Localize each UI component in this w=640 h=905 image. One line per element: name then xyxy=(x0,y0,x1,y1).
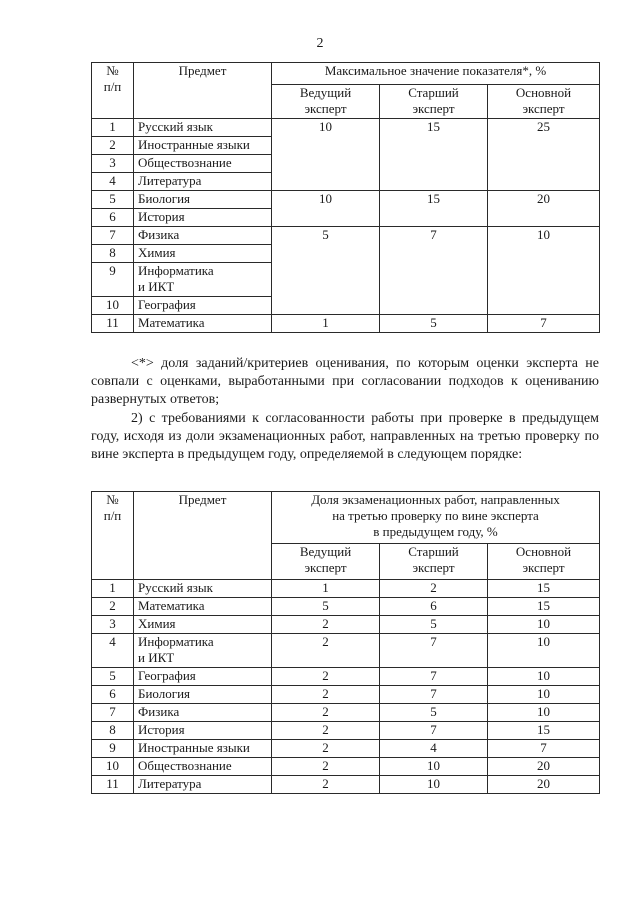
row-subject: Обществознание xyxy=(134,758,272,776)
value-lead: 10 xyxy=(272,191,380,227)
row-subject: Физика xyxy=(134,227,272,245)
value-lead: 2 xyxy=(272,686,380,704)
requirement-text: 2) с требованиями к согласованности работы при проверке в предыдущем году, исходя из доли экзаменационных работ, направленных на третью проверку по вине эксперта в предыдущем году, определяемой в следующем порядке: xyxy=(91,411,599,462)
row-subject: Биология xyxy=(134,191,272,209)
row-subject: Литература xyxy=(134,776,272,794)
row-num: 1 xyxy=(92,580,134,598)
value-main: 25 xyxy=(488,119,600,191)
row-num: 5 xyxy=(92,191,134,209)
value-senior: 4 xyxy=(380,740,488,758)
value-main: 10 xyxy=(488,616,600,634)
row-num: 6 xyxy=(92,209,134,227)
row-num: 2 xyxy=(92,137,134,155)
third-check-table xyxy=(91,491,600,794)
row-subject: Математика xyxy=(134,315,272,333)
row-num: 4 xyxy=(92,634,134,668)
value-lead: 2 xyxy=(272,776,380,794)
table-row xyxy=(92,722,600,740)
value-senior: 5 xyxy=(380,315,488,333)
table-row xyxy=(92,740,600,758)
row-subject: История xyxy=(134,209,272,227)
value-lead: 2 xyxy=(272,758,380,776)
value-senior: 10 xyxy=(380,758,488,776)
value-senior: 15 xyxy=(380,191,488,227)
table-row xyxy=(92,668,600,686)
page-number: 2 xyxy=(316,36,324,51)
row-num: 4 xyxy=(92,173,134,191)
row-num: 3 xyxy=(92,155,134,173)
col-header-subject: Предмет xyxy=(134,492,272,580)
row-subject: Обществознание xyxy=(134,155,272,173)
row-subject: Химия xyxy=(134,616,272,634)
value-senior: 7 xyxy=(380,668,488,686)
value-senior: 5 xyxy=(380,616,488,634)
row-num: 8 xyxy=(92,245,134,263)
col-header-main: Основной эксперт xyxy=(488,85,600,119)
table-row xyxy=(92,580,600,598)
row-subject: Русский язык xyxy=(134,119,272,137)
value-senior: 7 xyxy=(380,634,488,668)
col-header-num: № п/п xyxy=(92,63,134,119)
value-senior: 7 xyxy=(380,227,488,315)
col-header-subject: Предмет xyxy=(134,63,272,119)
value-lead: 5 xyxy=(272,598,380,616)
col-header-senior: Старший эксперт xyxy=(380,85,488,119)
row-num: 11 xyxy=(92,315,134,333)
value-main: 20 xyxy=(488,191,600,227)
value-lead: 2 xyxy=(272,634,380,668)
row-subject: Химия xyxy=(134,245,272,263)
row-subject: Информатика и ИКТ xyxy=(134,263,272,297)
value-senior: 6 xyxy=(380,598,488,616)
value-lead: 10 xyxy=(272,119,380,191)
value-senior: 2 xyxy=(380,580,488,598)
col-header-group: Максимальное значение показателя*, % xyxy=(272,63,600,85)
value-main: 10 xyxy=(488,686,600,704)
row-num: 11 xyxy=(92,776,134,794)
value-main: 7 xyxy=(488,315,600,333)
max-indicator-table xyxy=(91,62,600,333)
row-subject: Иностранные языки xyxy=(134,740,272,758)
col-header-group: Доля экзаменационных работ, направленных на третью проверку по вине эксперта в предыдущем году, % xyxy=(272,492,600,544)
value-senior: 7 xyxy=(380,722,488,740)
table-row xyxy=(92,776,600,794)
value-senior: 10 xyxy=(380,776,488,794)
value-main: 7 xyxy=(488,740,600,758)
row-subject: Русский язык xyxy=(134,580,272,598)
row-num: 10 xyxy=(92,297,134,315)
row-subject: Иностранные языки xyxy=(134,137,272,155)
value-lead: 2 xyxy=(272,704,380,722)
row-subject: Физика xyxy=(134,704,272,722)
row-num: 7 xyxy=(92,704,134,722)
row-subject: Математика xyxy=(134,598,272,616)
col-header-senior: Старший эксперт xyxy=(380,544,488,580)
row-num: 7 xyxy=(92,227,134,245)
row-num: 1 xyxy=(92,119,134,137)
value-main: 20 xyxy=(488,776,600,794)
value-main: 10 xyxy=(488,227,600,315)
col-header-num: № п/п xyxy=(92,492,134,580)
value-main: 20 xyxy=(488,758,600,776)
row-subject: Биология xyxy=(134,686,272,704)
value-senior: 5 xyxy=(380,704,488,722)
value-lead: 2 xyxy=(272,616,380,634)
value-main: 15 xyxy=(488,722,600,740)
value-main: 15 xyxy=(488,598,600,616)
row-num: 6 xyxy=(92,686,134,704)
row-subject: История xyxy=(134,722,272,740)
row-num: 10 xyxy=(92,758,134,776)
value-lead: 1 xyxy=(272,315,380,333)
footnote-text: <*> доля заданий/критериев оценивания, по которым оценки эксперта не совпали с оценками, выработанными при согласовании подходов к оцениванию развернутых ответов; xyxy=(91,356,599,407)
value-lead: 5 xyxy=(272,227,380,315)
row-num: 9 xyxy=(92,263,134,297)
row-num: 8 xyxy=(92,722,134,740)
row-subject: География xyxy=(134,668,272,686)
value-main: 10 xyxy=(488,634,600,668)
row-num: 9 xyxy=(92,740,134,758)
table-row xyxy=(92,758,600,776)
row-num: 5 xyxy=(92,668,134,686)
value-lead: 2 xyxy=(272,740,380,758)
row-subject: Литература xyxy=(134,173,272,191)
table-row xyxy=(92,634,600,668)
value-senior: 7 xyxy=(380,686,488,704)
value-main: 10 xyxy=(488,668,600,686)
row-subject: География xyxy=(134,297,272,315)
table-row xyxy=(92,686,600,704)
table-row xyxy=(92,616,600,634)
value-lead: 2 xyxy=(272,668,380,686)
row-subject: Информатика и ИКТ xyxy=(134,634,272,668)
value-lead: 2 xyxy=(272,722,380,740)
value-senior: 15 xyxy=(380,119,488,191)
col-header-lead: Ведущий эксперт xyxy=(272,544,380,580)
col-header-lead: Ведущий эксперт xyxy=(272,85,380,119)
value-lead: 1 xyxy=(272,580,380,598)
value-main: 15 xyxy=(488,580,600,598)
col-header-main: Основной эксперт xyxy=(488,544,600,580)
row-num: 3 xyxy=(92,616,134,634)
value-main: 10 xyxy=(488,704,600,722)
table-row xyxy=(92,704,600,722)
row-num: 2 xyxy=(92,598,134,616)
table-row xyxy=(92,598,600,616)
